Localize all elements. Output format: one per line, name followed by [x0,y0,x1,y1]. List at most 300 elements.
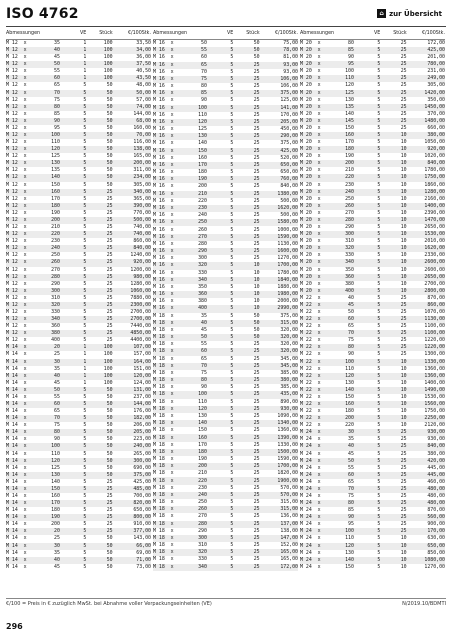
price-value: 40,50 [136,68,151,75]
qty-value: 25 [233,434,259,441]
times-sign: x [312,373,326,380]
table-row [300,479,445,486]
length: 190 [345,153,354,160]
qty-value: 100 [103,40,113,46]
length: 30 [326,429,354,436]
thread-size: M 14 [6,507,18,514]
vc-value: 1 [83,54,87,61]
vc-value: 5 [354,401,380,408]
qty-value: 50 [253,54,260,61]
qty-value: 10 [233,291,259,298]
length: 100 [326,359,354,366]
times-sign: x [165,62,179,69]
vc-value: 5 [230,312,234,319]
price-value: 2600,00 [424,266,445,273]
table-row [300,401,445,408]
length: 140 [326,387,354,394]
length: 55 [54,68,60,75]
table-row [300,564,445,571]
table-row [153,370,298,377]
table-row [300,47,445,54]
price-table-3 [300,28,445,571]
qty-value: 25 [380,443,406,450]
vc-value: 5 [377,365,381,372]
length: 40 [32,557,60,564]
qty-value: 10 [380,288,406,295]
times-sign: x [18,557,32,564]
price-value: 143,00 [133,535,151,542]
length: 100 [326,528,354,535]
qty-value: 25 [400,323,407,330]
vc-value: 5 [207,377,233,384]
table-row [153,492,298,499]
vc-value: 5 [354,146,380,153]
table-row [153,76,298,83]
vc-value: 5 [207,248,233,255]
price-value: 660,00 [427,124,445,131]
thread-size: M 14 [6,521,18,528]
price-value: 4850,00 [113,330,151,337]
price-value: 231,00 [427,68,445,75]
qty-value: 10 [400,280,407,287]
price-value: 305,00 [133,181,151,188]
length: 250 [179,219,207,226]
times-sign: x [317,266,321,273]
table-row [300,167,445,174]
price-value: 500,00 [113,217,151,224]
thread-size: M 16 [153,176,165,183]
times-sign: x [165,334,179,341]
table-row [6,47,151,54]
table-row [153,363,298,370]
col-vc: VE [207,28,233,40]
length: 270 [179,234,207,241]
times-sign: x [312,557,326,564]
price-value: 81,00 [283,54,298,61]
price-value: 182,00 [113,415,151,422]
vc-value: 5 [83,224,87,231]
times-sign: x [165,305,179,312]
vc-value: 5 [230,140,234,147]
times-sign: x [18,401,32,408]
vc-value: 5 [230,154,234,161]
price-value: 120,00 [113,373,151,380]
price-value: 320,00 [280,341,298,348]
table-row [6,295,151,302]
times-sign: x [312,528,326,535]
vc-value: 5 [354,189,380,196]
times-sign: x [165,291,179,298]
length: 120 [32,458,60,465]
table-row [6,373,151,380]
price-value: 137,00 [260,521,298,528]
thread-size: M 22 [300,344,312,351]
times-sign: x [317,408,321,415]
price-value: 520,00 [280,154,298,161]
table-row [6,408,151,415]
times-sign: x [165,535,179,542]
thread-size: M 12 [6,82,18,89]
table-row [300,54,445,61]
length: 75 [348,337,354,344]
table-row [300,380,445,387]
table-row [300,217,445,224]
table-row [300,160,445,167]
times-sign: x [312,146,326,153]
col-dims: Abmessungen [6,28,60,40]
thread-size: M 12 [6,259,18,266]
times-sign: x [312,132,326,139]
price-value: 33,50 [136,40,151,46]
times-sign: x [18,174,32,181]
table-row [6,90,151,97]
length: 80 [326,500,354,507]
times-sign: x [165,348,179,355]
length: 330 [198,556,207,563]
times-sign: x [312,316,326,323]
thread-size: M 14 [6,493,18,499]
length: 85 [54,110,60,117]
length: 120 [345,82,354,89]
times-sign: x [23,124,27,131]
length: 75 [54,422,60,429]
price-tables [6,28,446,571]
thread-size: M 16 [153,233,165,240]
thread-size: M 14 [6,358,18,365]
length: 110 [326,75,354,82]
vc-value: 5 [354,203,380,210]
vc-value: 5 [60,316,86,323]
thread-size: M 20 [300,216,312,223]
times-sign: x [170,499,174,506]
price-value: 850,00 [427,549,445,556]
thread-size: M 12 [6,68,18,75]
vc-value: 5 [207,363,233,370]
price-value: 2700,00 [424,280,445,287]
vc-value: 5 [83,563,87,570]
overview-link[interactable] [377,9,442,18]
qty-value: 50 [86,132,112,139]
times-sign: x [23,195,27,202]
length: 90 [348,351,354,358]
table-row [300,274,445,281]
table-row [153,399,298,406]
thread-size: M 18 [153,348,165,355]
vc-value: 5 [354,458,380,465]
price-value: 2000,00 [277,298,298,305]
qty-value: 25 [233,105,259,112]
col-vc: VE [60,28,86,40]
price-value: 375,00 [260,90,298,97]
header-divider [6,26,446,27]
vc-value: 5 [60,118,86,125]
qty-value: 25 [253,456,260,463]
table-row [6,486,151,493]
table-row [153,291,298,298]
table-row [6,465,151,472]
vc-value: 5 [354,90,380,97]
vc-value: 5 [83,535,87,542]
vc-value: 5 [377,224,381,231]
thread-size: M 14 [6,528,18,535]
length: 330 [51,308,60,315]
length: 360 [179,291,207,298]
table-row [153,40,298,48]
table-row [153,277,298,284]
times-sign: x [170,97,174,104]
times-sign: x [170,427,174,434]
table-row [153,356,298,363]
vc-value: 5 [207,90,233,97]
qty-value: 25 [380,458,406,465]
qty-value: 25 [253,226,260,233]
thread-size: M 22 [300,393,312,400]
thread-size: M 20 [300,252,312,259]
qty-value: 25 [400,124,407,131]
times-sign: x [170,398,174,405]
length: 125 [326,90,354,97]
qty-value: 25 [400,337,407,344]
length: 230 [179,205,207,212]
qty-value: 25 [233,62,259,69]
times-sign: x [18,203,32,210]
qty-value: 100 [86,47,112,54]
qty-value: 10 [400,266,407,273]
length: 60 [32,75,60,82]
thread-size: M 12 [6,202,18,209]
length: 110 [51,450,60,457]
qty-value: 25 [380,316,406,323]
price-value: 860,00 [407,302,445,309]
thread-size: M 14 [6,535,18,542]
length: 25 [54,535,60,542]
length: 90 [201,384,207,391]
length: 120 [32,146,60,153]
times-sign: x [312,75,326,82]
qty-value: 25 [233,76,259,83]
times-sign: x [170,441,174,448]
table-row [300,557,445,564]
times-sign: x [170,513,174,520]
thread-size: M 12 [6,132,18,139]
length: 400 [179,305,207,312]
qty-value: 50 [86,387,112,394]
qty-value: 10 [380,174,406,181]
times-sign: x [165,492,179,499]
vc-value: 5 [377,68,381,75]
thread-size: M 18 [153,527,165,534]
qty-value: 25 [400,450,407,457]
times-sign: x [23,408,27,415]
vc-value: 5 [60,543,86,550]
table-row [300,302,445,309]
times-sign: x [18,146,32,153]
vc-value: 5 [354,500,380,507]
times-sign: x [170,240,174,247]
thread-size: M 12 [6,103,18,110]
length: 45 [54,379,60,386]
vc-value: 5 [83,450,87,457]
times-sign: x [317,195,321,202]
length: 310 [345,238,354,245]
table-row [300,111,445,118]
times-sign: x [317,507,321,514]
times-sign: x [170,355,174,362]
length: 95 [54,124,60,131]
vc-value: 5 [60,557,86,564]
thread-size: M 12 [6,181,18,188]
thread-size: M 18 [153,420,165,427]
times-sign: x [312,118,326,125]
table-row [6,111,151,118]
qty-value: 10 [400,365,407,372]
thread-size: M 16 [153,269,165,276]
table-row [6,54,151,61]
times-sign: x [312,359,326,366]
price-value: 1700,00 [260,463,298,470]
table-row [6,344,151,351]
vc-value: 5 [207,492,233,499]
price-value: 300,00 [113,458,151,465]
vc-value: 5 [230,255,234,262]
qty-value: 25 [380,486,406,493]
table-row [153,234,298,241]
times-sign: x [23,82,27,89]
thread-size: M 12 [6,124,18,131]
price-value: 1050,00 [424,139,445,146]
qty-value: 25 [106,337,113,344]
length: 75 [348,493,354,499]
times-sign: x [317,96,321,103]
times-sign: x [165,119,179,126]
thread-size: M 20 [300,124,312,131]
table-row [300,118,445,125]
times-sign: x [170,226,174,233]
footer-code: N/2019.10/BDMTI [402,601,446,607]
table-row [300,104,445,111]
thread-size: M 12 [6,96,18,103]
price-value: 34,00 [113,47,151,54]
length: 100 [32,132,60,139]
length: 330 [345,252,354,259]
vc-value: 5 [377,54,381,61]
price-value: 650,00 [133,507,151,514]
table-row [153,169,298,176]
times-sign: x [165,320,179,327]
thread-size: M 24 [300,464,312,471]
qty-value: 10 [380,160,406,167]
vc-value: 5 [60,90,86,97]
thread-size: M 16 [153,133,165,140]
length: 280 [198,240,207,247]
qty-value: 25 [253,470,260,477]
table-row [153,449,298,456]
table-row [153,313,298,320]
table-row [300,337,445,344]
qty-value: 10 [380,217,406,224]
price-value: 560,00 [407,514,445,521]
length: 160 [179,434,207,441]
table-row [6,245,151,252]
times-sign: x [18,61,32,68]
qty-value: 25 [253,527,260,534]
price-value: 305,00 [427,82,445,89]
thread-size: M 24 [300,535,312,542]
length: 30 [32,543,60,550]
qty-value: 25 [86,231,112,238]
table-row [6,564,151,571]
vc-value: 5 [60,429,86,436]
price-value: 43,50 [113,75,151,82]
vc-value: 5 [207,47,233,54]
length: 280 [32,274,60,281]
times-sign: x [23,252,27,259]
thread-size: M 16 [153,126,165,133]
times-sign: x [23,337,27,344]
times-sign: x [18,231,32,238]
times-sign: x [170,140,174,147]
times-sign: x [165,76,179,83]
thread-size: M 20 [300,61,312,68]
thread-size: M 20 [300,188,312,195]
col-price: €/100Stk. [260,28,298,40]
table-row [300,182,445,189]
qty-value: 25 [253,83,260,90]
qty-value: 25 [253,169,260,176]
length: 80 [348,40,354,46]
price-value: 1390,00 [260,434,298,441]
table-row [153,133,298,140]
price-value: 66,00 [113,543,151,550]
vc-value: 5 [354,118,380,125]
thread-size: M 12 [6,139,18,146]
length: 60 [201,54,207,61]
vc-value: 5 [354,373,380,380]
length: 90 [348,54,354,61]
length: 160 [198,154,207,161]
qty-value: 25 [380,500,406,507]
length: 65 [348,478,354,485]
price-value: 1450,00 [407,104,445,111]
length: 130 [179,133,207,140]
table-row [6,521,151,528]
vc-value: 5 [60,514,86,521]
vc-value: 5 [207,463,233,470]
length: 35 [348,436,354,443]
thread-size: M 12 [6,323,18,330]
price-value: 1530,00 [424,393,445,400]
vc-value: 5 [60,401,86,408]
table-row [6,132,151,139]
table-row [6,82,151,89]
price-value: 1590,00 [277,456,298,463]
vc-value: 5 [207,219,233,226]
vc-value: 5 [230,169,234,176]
qty-value: 25 [253,154,260,161]
qty-value: 10 [400,422,407,429]
length: 100 [179,105,207,112]
qty-value: 50 [106,563,113,570]
qty-value: 10 [380,245,406,252]
vc-value: 5 [354,330,380,337]
price-value: 930,00 [407,429,445,436]
times-sign: x [23,224,27,231]
length: 260 [326,203,354,210]
length: 180 [345,408,354,415]
length: 190 [198,456,207,463]
vc-value: 5 [230,283,234,290]
table-row [6,196,151,203]
